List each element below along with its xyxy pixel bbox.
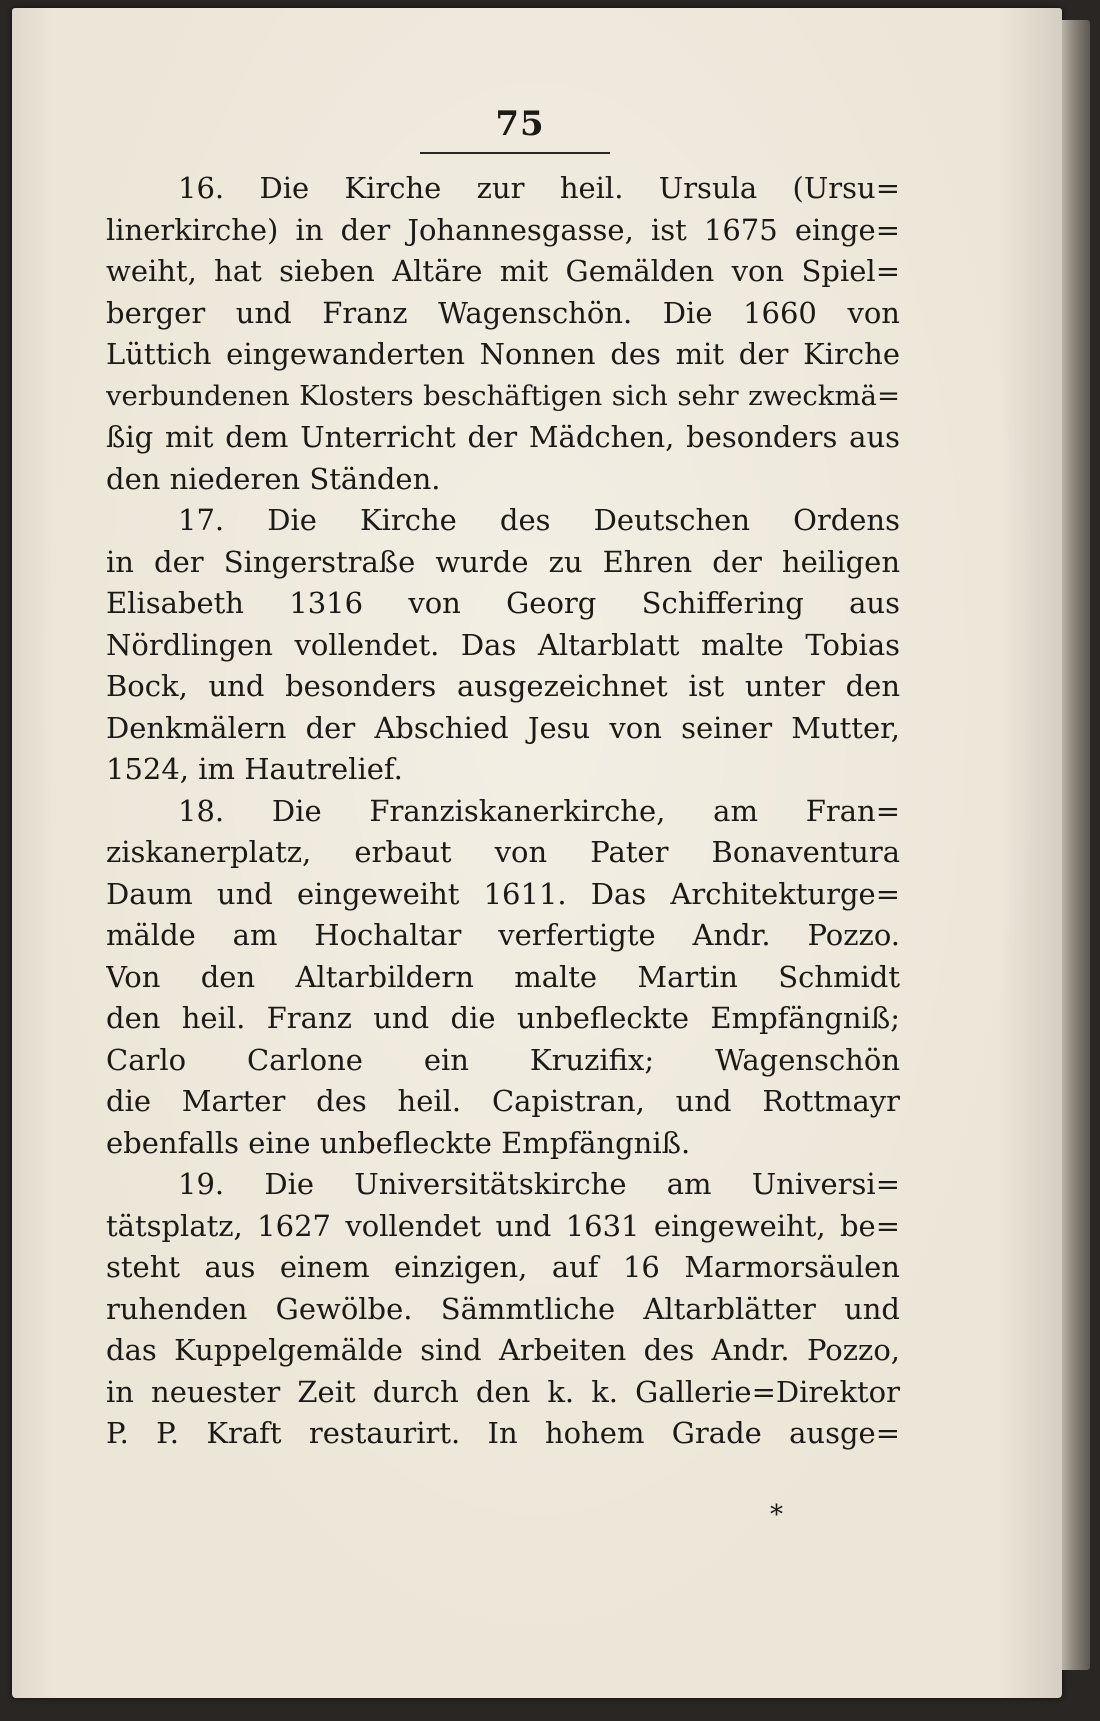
text-line: 18. Die Franziskanerkirche, am Fran= [178, 793, 900, 828]
text-line: ßig mit dem Unterricht der Mädchen, besonders aus [106, 420, 900, 454]
text-line: die Marter des heil. Capistran, und Rottmayr [106, 1084, 900, 1118]
text-line: den heil. Franz und die unbefleckte Empfängniß; [106, 1001, 900, 1035]
text-line: verbundenen Klosters beschäftigen sich sehr zweckmä= [106, 379, 900, 412]
text-line: 17. Die Kirche des Deutschen Ordens [178, 503, 900, 537]
text-line: mälde am Hochaltar verfertigte Andr. Pozzo. [106, 918, 900, 952]
page-edge [1062, 20, 1090, 1670]
text-line: tätsplatz, 1627 vollendet und 1631 eingeweiht, be= [106, 1208, 900, 1243]
header-rule [420, 152, 610, 154]
text-line: den niederen Ständen. [106, 461, 441, 496]
text-line: linerkirche) in der Johannesgasse, ist 1675 einge= [106, 212, 900, 247]
text-line: in neuester Zeit durch den k. k. Gallerie=Direktor [106, 1374, 900, 1409]
text-line: Elisabeth 1316 von Georg Schiffering aus [106, 586, 900, 620]
text-line: Von den Altarbildern malte Martin Schmidt [106, 959, 900, 994]
text-line: 1524, im Hautrelief. [106, 752, 403, 786]
text-line: berger und Franz Wagenschön. Die 1660 von [106, 295, 900, 330]
paragraph-16 [106, 168, 900, 500]
paragraph-18 [106, 791, 900, 1165]
text-line: Lüttich eingewanderten Nonnen des mit der Kirche [106, 337, 900, 371]
text-line: das Kuppelgemälde sind Arbeiten des Andr. Pozzo, [106, 1333, 900, 1367]
text-line: P. P. Kraft restaurirt. In hohem Grade ausge= [106, 1416, 900, 1450]
text-line: ebenfalls eine unbefleckte Empfängniß. [106, 1125, 691, 1160]
text-line: Nördlingen vollendet. Das Altarblatt malte Tobias [106, 627, 900, 662]
page-number: 75 [495, 104, 545, 144]
text-line: Daum und eingeweiht 1611. Das Architekturge= [106, 876, 900, 911]
text-line: ruhenden Gewölbe. Sämmtliche Altarblätter und [106, 1291, 900, 1326]
paragraph-17 [106, 500, 900, 791]
text-line: steht aus einem einzigen, auf 16 Marmorsäulen [106, 1250, 900, 1284]
text-block [106, 168, 900, 1455]
text-line: ziskanerplatz, erbaut von Pater Bonaventura [106, 835, 900, 869]
signature-mark: * [770, 1500, 783, 1530]
text-line: Bock, und besonders ausgezeichnet ist unter den [106, 669, 900, 703]
text-line: Carlo Carlone ein Kruzifix; Wagenschön [106, 1042, 900, 1077]
text-line: weiht, hat sieben Altäre mit Gemälden von Spiel= [106, 254, 900, 288]
text-line: Denkmälern der Abschied Jesu von seiner Mutter, [106, 710, 900, 745]
text-line: 19. Die Universitätskirche am Universi= [178, 1167, 900, 1201]
text-line: 16. Die Kirche zur heil. Ursula (Ursu= [178, 171, 900, 205]
paragraph-19 [106, 1164, 900, 1455]
text-line: in der Singerstraße wurde zu Ehren der heiligen [106, 544, 900, 579]
